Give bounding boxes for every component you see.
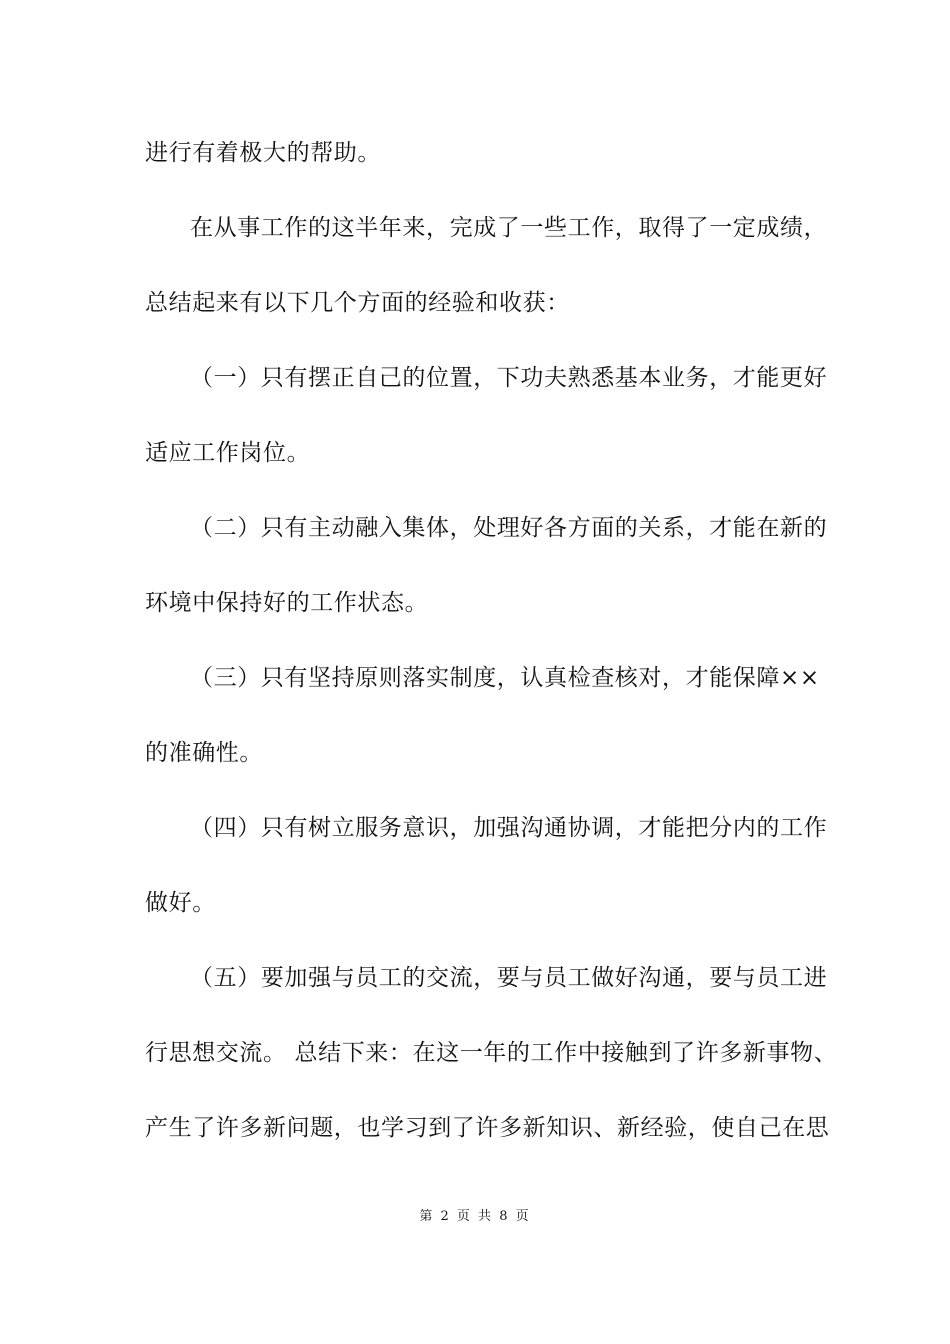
text-line-8: （三）只有坚持原则落实制度，认真检查核对，才能保障×× [190, 665, 820, 691]
text-line-9: 的准确性。 [145, 740, 263, 766]
text-line-3: 总结起来有以下几个方面的经验和收获： [145, 290, 570, 316]
text-line-10: （四）只有树立服务意识，加强沟通协调，才能把分内的工作 [190, 815, 828, 841]
text-line-2: 在从事工作的这半年来，完成了一些工作，取得了一定成绩， [190, 215, 828, 241]
text-line-12: （五）要加强与员工的交流，要与员工做好沟通，要与员工进 [190, 965, 828, 991]
text-line-1: 进行有着极大的帮助。 [145, 140, 381, 166]
text-line-4: （一）只有摆正自己的位置，下功夫熟悉基本业务，才能更好 [190, 365, 828, 391]
text-line-7: 环境中保持好的工作状态。 [145, 590, 429, 616]
text-line-14: 产生了许多新问题，也学习到了许多新知识、新经验，使自己在思 [145, 1115, 830, 1141]
text-line-5: 适应工作岗位。 [145, 440, 311, 466]
text-line-11: 做好。 [145, 890, 216, 916]
page-number-footer: 第 2 页 共 8 页 [419, 1209, 531, 1224]
text-line-13: 行思想交流。 总结下来：在这一年的工作中接触到了许多新事物、 [145, 1040, 838, 1066]
text-line-6: （二）只有主动融入集体，处理好各方面的关系，才能在新的 [190, 515, 828, 541]
